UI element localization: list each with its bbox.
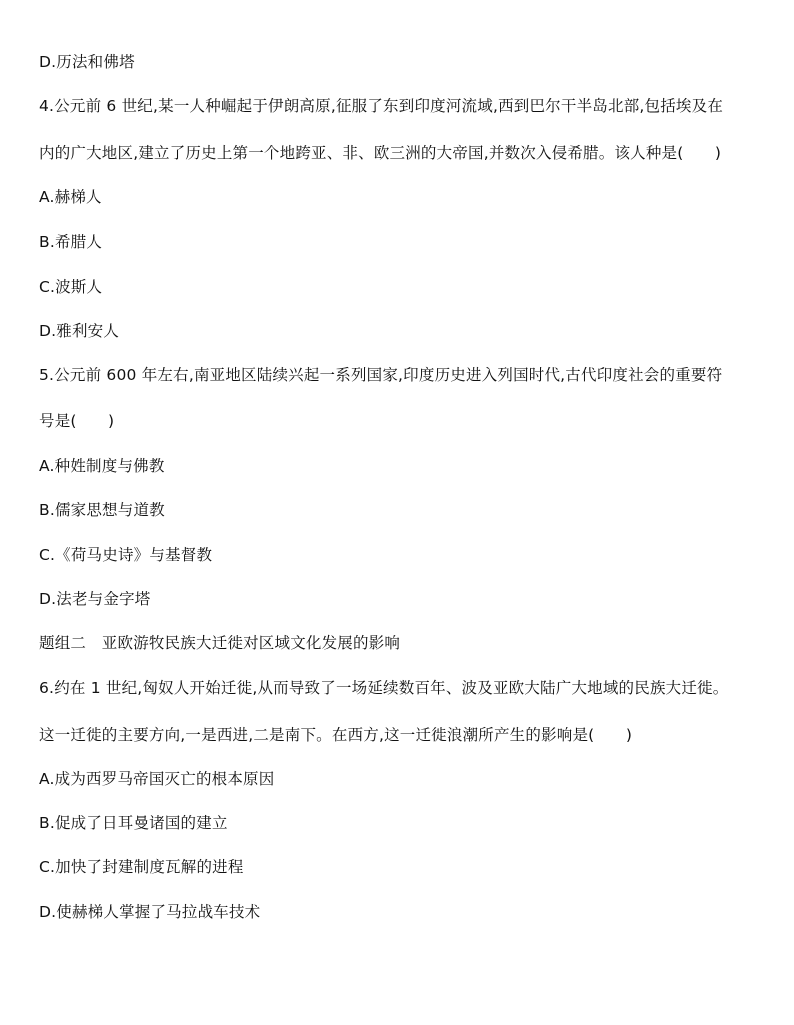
q6-option-a: A.成为西罗马帝国灭亡的根本原因 xyxy=(39,770,275,788)
q6-option-d: D.使赫梯人掌握了马拉战车技术 xyxy=(39,903,261,921)
q4-option-c: C.波斯人 xyxy=(39,278,103,296)
q4-stem-line-2: 内的广大地区,建立了历史上第一个地跨亚、非、欧三洲的大帝国,并数次入侵希腊。该人种是( ) xyxy=(39,144,722,162)
q3-option-d: D.历法和佛塔 xyxy=(39,53,135,71)
q4-option-b: B.希腊人 xyxy=(39,233,103,251)
q6-stem-line-1: 6.约在 1 世纪,匈奴人开始迁徙,从而导致了一场延续数百年、波及亚欧大陆广大地域的民族大迁徙。 xyxy=(39,679,729,697)
q5-option-a: A.种姓制度与佛教 xyxy=(39,457,165,475)
q5-stem-line-2: 号是( ) xyxy=(39,412,115,430)
q4-option-a: A.赫梯人 xyxy=(39,188,102,206)
q6-option-c: C.加快了封建制度瓦解的进程 xyxy=(39,858,244,876)
q5-option-d: D.法老与金字塔 xyxy=(39,590,151,608)
q5-option-c: C.《荷马史诗》与基督教 xyxy=(39,546,213,564)
section-heading-group-2: 题组二 亚欧游牧民族大迁徙对区域文化发展的影响 xyxy=(39,634,401,652)
q5-stem-line-1: 5.公元前 600 年左右,南亚地区陆续兴起一系列国家,印度历史进入列国时代,古代印度社会的重要符 xyxy=(39,366,723,384)
q4-stem-line-1: 4.公元前 6 世纪,某一人种崛起于伊朗高原,征服了东到印度河流域,西到巴尔干半岛北部,包括埃及在 xyxy=(39,97,724,115)
q6-stem-line-2: 这一迁徙的主要方向,一是西进,二是南下。在西方,这一迁徙浪潮所产生的影响是( ) xyxy=(39,726,633,744)
q5-option-b: B.儒家思想与道教 xyxy=(39,501,165,519)
q4-option-d: D.雅利安人 xyxy=(39,322,120,340)
q6-option-b: B.促成了日耳曼诸国的建立 xyxy=(39,814,228,832)
